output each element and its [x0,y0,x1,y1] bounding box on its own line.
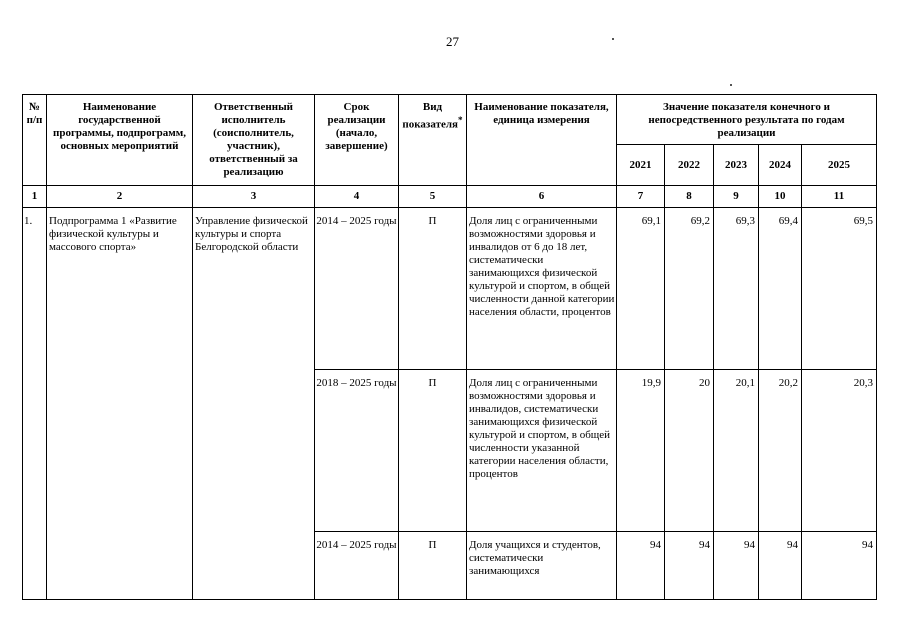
column-number: 2 [47,186,193,208]
indicator-period: 2014 – 2025 годы [315,208,399,370]
column-number: 6 [467,186,617,208]
column-number: 7 [617,186,665,208]
column-number: 3 [193,186,315,208]
scan-speck [612,38,614,40]
indicator-value: 94 [759,532,802,600]
header-kind [399,95,467,186]
column-number: 9 [714,186,759,208]
indicator-value: 94 [802,532,877,600]
header-program: Наименование государственной программы, подпрограмм, основных мероприятий [47,95,193,186]
indicator-kind: П [399,208,467,370]
indicator-name: Доля лиц с ограниченными возможностями здоровья и инвалидов, систематически занимающихся физической культурой и спортом, в общей численности указанной категории населения области, процентов [467,370,617,532]
indicator-value: 69,4 [759,208,802,370]
indicator-value: 20 [665,370,714,532]
header-indicator: Наименование показателя, единица измерения [467,95,617,186]
indicator-value: 20,1 [714,370,759,532]
indicator-value: 19,9 [617,370,665,532]
header-num: № п/п [23,95,47,186]
indicator-value: 94 [714,532,759,600]
header-kind-text: Вид показателя [402,101,458,131]
column-number: 5 [399,186,467,208]
indicator-value: 69,1 [617,208,665,370]
row-num: 1. [23,208,47,600]
header-executor: Ответственный исполнитель (соисполнитель, участник), ответственный за реализацию [193,95,315,186]
header-year: 2025 [802,145,877,186]
indicator-name: Доля учащихся и студентов, систематически занимающихся [467,532,617,600]
header-year: 2021 [617,145,665,186]
indicator-value: 20,3 [802,370,877,532]
indicator-period: 2014 – 2025 годы [315,532,399,600]
indicator-value: 69,5 [802,208,877,370]
header-year: 2024 [759,145,802,186]
column-number: 4 [315,186,399,208]
indicator-period: 2018 – 2025 годы [315,370,399,532]
page-number: 27 [446,34,459,49]
column-number: 8 [665,186,714,208]
indicator-value: 20,2 [759,370,802,532]
column-number: 1 [23,186,47,208]
indicator-value: 69,3 [714,208,759,370]
indicator-name: Доля лиц с ограниченными возможностями здоровья и инвалидов от 6 до 18 лет, систематически занимающихся физической культурой и спортом, в общей численности данной категории населения области, процентов [467,208,617,370]
row-program: Подпрограмма 1 «Развитие физической культуры и массового спорта» [47,208,193,600]
header-year: 2022 [665,145,714,186]
indicators-table [22,94,877,600]
column-number: 10 [759,186,802,208]
header-values-group: Значение показателя конечного и непосредственного результата по годам реализации [617,95,877,145]
header-year: 2023 [714,145,759,186]
indicator-value: 69,2 [665,208,714,370]
indicator-value: 94 [665,532,714,600]
header-period: Срок реализации (начало, завершение) [315,95,399,186]
row-executor: Управление физической культуры и спорта Белгородской области [193,208,315,600]
column-number: 11 [802,186,877,208]
indicator-kind: П [399,370,467,532]
scan-speck [730,84,732,86]
indicator-kind: П [399,532,467,600]
header-kind-sup: * [457,115,463,125]
indicator-value: 94 [617,532,665,600]
